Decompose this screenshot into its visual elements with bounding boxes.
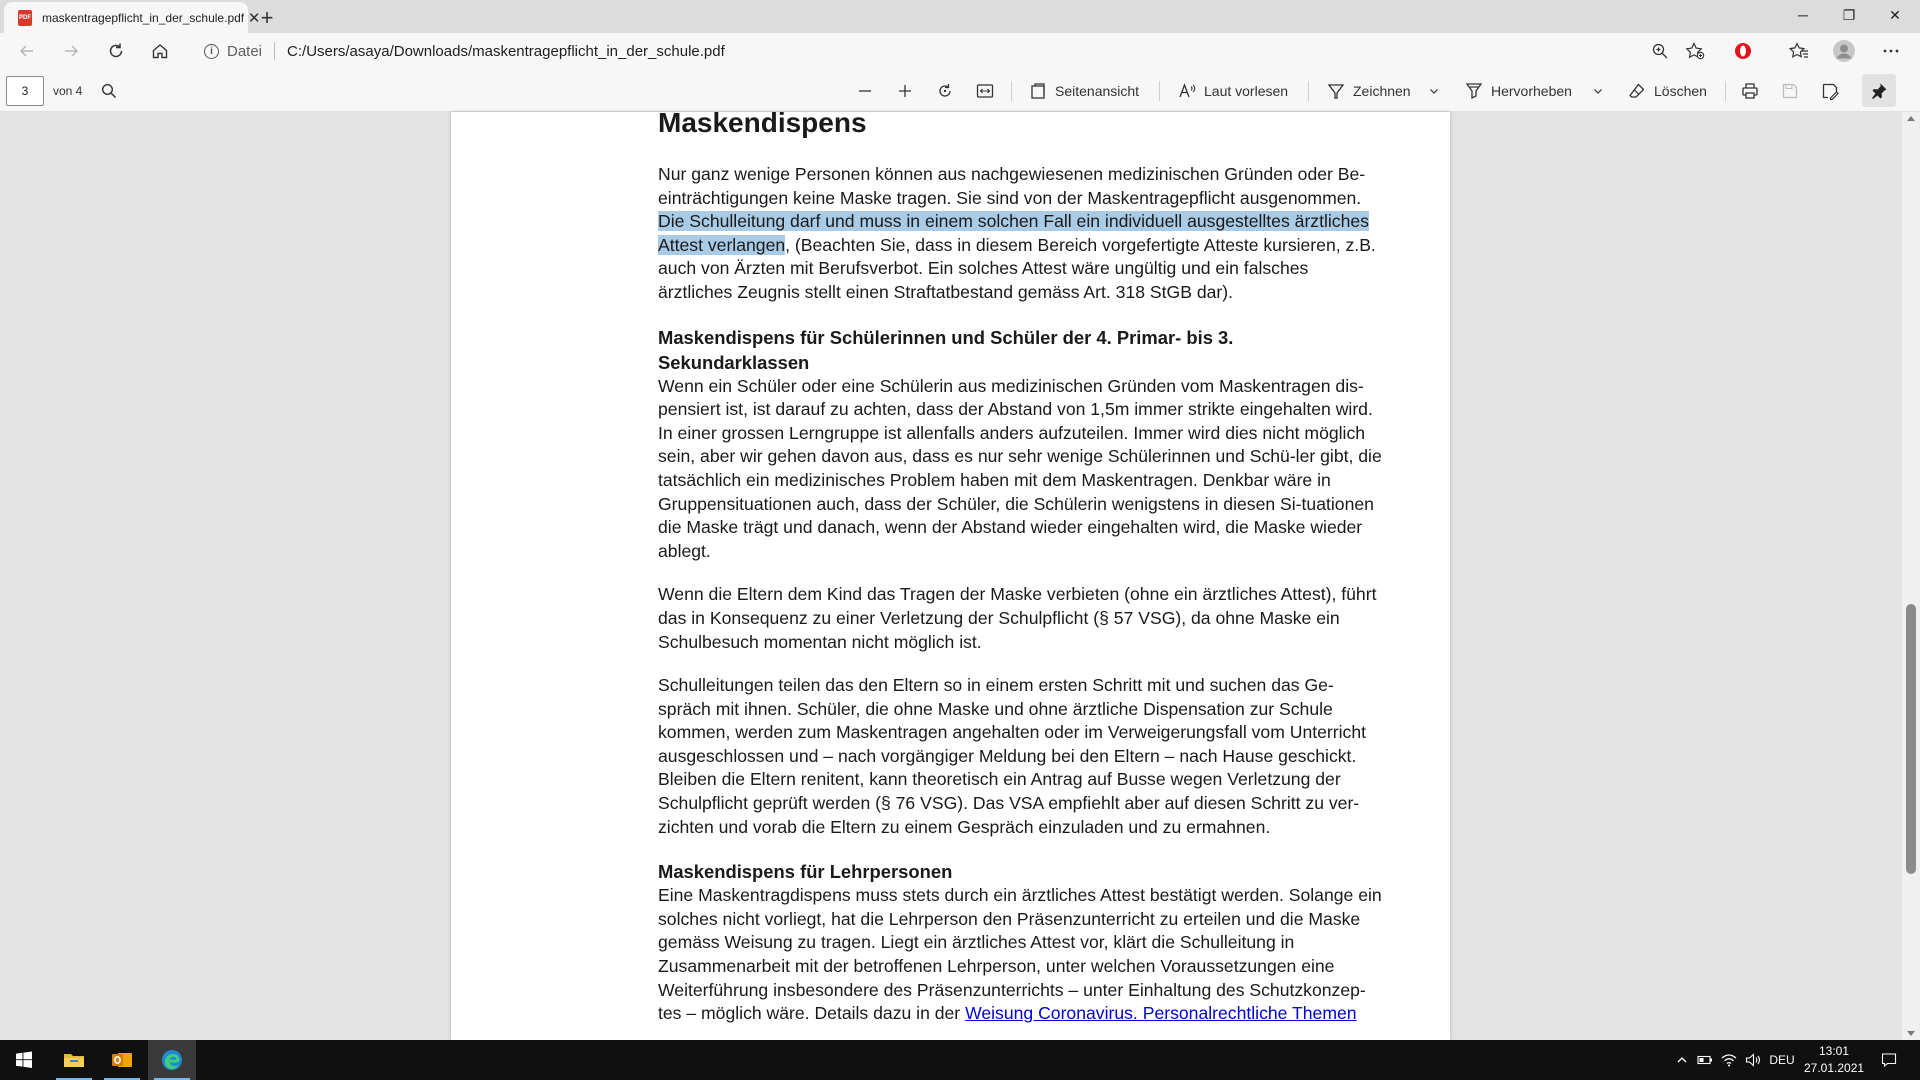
- highlighted-text[interactable]: Die Schulleitung darf und muss in einem solchen Fall ein individuell ausgestelltes ärztliches Attest verlangen: [658, 211, 1369, 255]
- scroll-down-icon[interactable]: [1907, 1031, 1915, 1036]
- zoom-in-icon: [1651, 42, 1669, 60]
- read-aloud-button[interactable]: [1178, 80, 1288, 102]
- read-aloud-label: Laut vorlesen: [1204, 83, 1289, 99]
- erase-label: Löschen: [1654, 83, 1707, 99]
- plus-icon: [897, 83, 913, 99]
- fit-width-button[interactable]: [976, 80, 994, 102]
- browser-tab[interactable]: [4, 2, 261, 33]
- draw-icon: [1327, 82, 1345, 100]
- close-window-button[interactable]: ✕: [1889, 6, 1901, 23]
- opera-extension-button[interactable]: [1728, 37, 1758, 65]
- wifi-icon: [1721, 1053, 1737, 1067]
- clock-date: 27.01.2021: [1804, 1061, 1865, 1075]
- clock[interactable]: [1804, 1043, 1864, 1077]
- zoom-in-button[interactable]: [897, 80, 913, 102]
- section-heading: Maskendispens für Schülerinnen und Schüler der 4. Primar- bis 3. Sekundarklassen: [658, 326, 1234, 373]
- paragraph: [658, 163, 1382, 305]
- outlook-icon: [111, 1050, 133, 1070]
- pdf-page: [451, 107, 1450, 1040]
- edge-icon: [160, 1048, 184, 1072]
- arrow-right-icon: [62, 42, 80, 60]
- star-plus-icon: [1685, 42, 1705, 60]
- battery-icon: [1697, 1054, 1713, 1066]
- clock-time: 13:01: [1818, 1044, 1850, 1058]
- read-aloud-icon: [1178, 82, 1196, 100]
- show-hidden-icons[interactable]: [1672, 1040, 1692, 1080]
- pdf-file-icon: PDF: [18, 10, 32, 26]
- toolbar-separator: [1011, 81, 1012, 101]
- notification-icon: [1881, 1052, 1897, 1068]
- page-number-input[interactable]: [6, 76, 44, 106]
- paragraph: [658, 884, 1382, 1026]
- highlight-button[interactable]: [1465, 80, 1572, 102]
- avatar-icon: [1832, 39, 1856, 63]
- erase-button[interactable]: [1628, 80, 1707, 102]
- taskbar-file-explorer[interactable]: [50, 1040, 98, 1080]
- fit-page-icon: [976, 82, 994, 100]
- toolbar-separator: [1725, 81, 1726, 101]
- print-icon: [1741, 82, 1759, 100]
- taskbar-outlook[interactable]: [98, 1040, 146, 1080]
- toolbar-separator: [1308, 81, 1309, 101]
- new-tab-button[interactable]: +: [260, 5, 274, 30]
- taskbar-edge[interactable]: [148, 1040, 196, 1080]
- save-as-button[interactable]: [1821, 80, 1839, 102]
- info-icon[interactable]: i: [204, 44, 219, 59]
- highlighter-icon: [1465, 82, 1483, 100]
- paragraph-text: Eine Maskentragdispens muss stets durch ein ärztliches Attest bestätigt werden. Solange ein solches nicht vorliegt, hat die Lehrperson den Präsenzunterricht zu erteilen und die Maske gemäss Weisung zu tragen. Liegt ein ärztliches Attest vor, klärt die Schulleitung in Zusammenarbeit mit der betroffenen Lehrperson, unter welchen Voraussetzungen eine Weiterführung insbesondere des Präsenzunterrichts – unter Einhaltung des Schutzkonzep-tes – möglich wäre. Details dazu in der: [658, 885, 1382, 1024]
- network-status[interactable]: [1718, 1040, 1740, 1080]
- settings-menu-button[interactable]: [1876, 37, 1906, 65]
- zoom-out-button[interactable]: [857, 80, 873, 102]
- input-language[interactable]: DEU: [1769, 1053, 1795, 1067]
- home-button[interactable]: [145, 37, 175, 65]
- tab-close-icon[interactable]: ✕: [247, 9, 261, 27]
- page-view-button[interactable]: [1029, 80, 1139, 102]
- maximize-button[interactable]: ❐: [1842, 6, 1856, 23]
- more-icon: [1882, 42, 1900, 60]
- speaker-icon: [1745, 1053, 1761, 1067]
- draw-button[interactable]: [1327, 80, 1411, 102]
- vertical-scrollbar[interactable]: [1902, 112, 1920, 1040]
- add-favorite-button[interactable]: [1680, 37, 1710, 65]
- start-button[interactable]: [0, 1040, 48, 1080]
- save-as-icon: [1821, 82, 1839, 100]
- opera-icon: [1734, 42, 1752, 60]
- profile-button[interactable]: [1829, 37, 1859, 65]
- forward-button[interactable]: [56, 37, 86, 65]
- pin-toolbar-button[interactable]: [1862, 74, 1896, 107]
- home-icon: [151, 42, 169, 60]
- zoom-button[interactable]: [1645, 37, 1675, 65]
- paragraph: Schulleitungen teilen das den Eltern so in einem ersten Schritt mit und suchen das Ge-spräch mit ihnen. Schüler, die ohne Maske und ohne ärztliche Dispensation zur Schule kommen, werden zum Maskentragen angehalten oder im Verweigerungsfall vom Unterricht ausgeschlossen und – nach vorgängiger Meldung bei den Eltern – nach Hause geschickt. Bleiben die Eltern renitent, kann theoretisch ein Antrag auf Busse wegen Verletzung der Schulpflicht geprüft werden (§ 76 VSG). Das VSA empfiehlt aber auf diesen Schritt zu ver-zichten und vorab die Eltern zu einem Gespräch einzuladen und zu ermahnen.: [658, 675, 1367, 837]
- tab-strip: [0, 0, 1920, 33]
- page-content: [658, 106, 1382, 1046]
- paragraph: Wenn ein Schüler oder eine Schülerin aus medizinischen Gründen vom Maskentragen dis-pensiert ist, ist darauf zu achten, dass der Abstand von 1,5m immer strikte eingehalten wird. In einer grossen Lerngruppe ist allenfalls anders aufzuteilen. Immer wird dies nicht möglich sein, aber wir gehen davon aus, dass es nur sehr wenige Schülerinnen und Schü-ler gibt, die tatsächlich ein medizinisches Problem haben mit dem Maskentragen. Denkbar wäre in Gruppensituationen auch, dass der Schüler, die Schülerin wenigstens in diesen Si-tuationen die Maske trägt und danach, wenn der Abstand wieder eingehalten wird, die Maske wieder ablegt.: [658, 375, 1382, 561]
- save-icon: [1781, 82, 1799, 100]
- action-center-button[interactable]: [1872, 1040, 1906, 1080]
- paragraph: Wenn die Eltern dem Kind das Tragen der Maske verbieten (ohne ein ärztliches Attest), führt das in Konsequenz zu einer Verletzung der Schulpflicht (§ 57 VSG), da ohne Maske ein Schulbesuch momentan nicht möglich ist.: [658, 584, 1377, 652]
- tab-title: maskentragepflicht_in_der_schule.pdf: [42, 10, 245, 25]
- page-view-icon: [1029, 82, 1047, 100]
- eraser-icon: [1628, 82, 1646, 100]
- search-button[interactable]: [101, 80, 117, 102]
- highlight-options-dropdown[interactable]: [1592, 80, 1604, 102]
- back-button[interactable]: [12, 37, 42, 65]
- minimize-button[interactable]: ─: [1798, 7, 1808, 23]
- favorites-icon: [1789, 42, 1809, 60]
- pdf-viewer[interactable]: [0, 107, 1920, 1040]
- minus-icon: [857, 83, 873, 99]
- rotate-button[interactable]: [936, 80, 954, 102]
- url-field[interactable]: [194, 37, 1670, 65]
- draw-label: Zeichnen: [1353, 83, 1411, 99]
- draw-options-dropdown[interactable]: [1428, 80, 1440, 102]
- folder-icon: [63, 1051, 85, 1069]
- scroll-up-icon[interactable]: [1907, 116, 1915, 121]
- arrow-left-icon: [18, 42, 36, 60]
- document-heading: Maskendispens: [658, 107, 867, 138]
- paragraph-text: Nur ganz wenige Personen können aus nachgewiesenen medizinischen Gründen oder Be-einträchtigungen keine Maske tragen. Sie sind von der Maskentragepflicht ausgenommen.: [658, 164, 1366, 208]
- reload-icon: [107, 42, 125, 60]
- scrollbar-thumb[interactable]: [1906, 604, 1916, 874]
- page-view-label: Seitenansicht: [1055, 83, 1140, 99]
- paragraph-text: , (Beachten Sie, dass in diesem Bereich vorgefertigte Atteste kursieren, z.B. auch von Ärzten mit Berufsverbot. Ein solches Attest wäre ungültig und ein falsches ärztliches Zeugnis stellt einen Straftatbestand gemäss Art. 318 StGB dar).: [658, 234, 1376, 302]
- windows-logo-icon: [15, 1051, 33, 1069]
- chevron-down-icon: [1592, 85, 1604, 97]
- search-icon: [101, 83, 117, 99]
- page-count: von 4: [53, 84, 83, 98]
- favorites-button[interactable]: [1784, 37, 1814, 65]
- save-button[interactable]: [1781, 80, 1799, 102]
- url-scheme: Datei: [227, 42, 263, 60]
- section-heading: Maskendispens für Lehrpersonen: [658, 861, 953, 883]
- rotate-icon: [936, 82, 954, 100]
- print-button[interactable]: [1741, 80, 1759, 102]
- highlight-label: Hervorheben: [1491, 83, 1572, 99]
- pin-icon: [1870, 82, 1888, 100]
- chevron-down-icon: [1428, 85, 1440, 97]
- url-separator: [274, 42, 275, 60]
- document-link[interactable]: Weisung Coronavirus. Personalrechtliche Themen: [965, 1003, 1357, 1024]
- url-text[interactable]: C:/Users/asaya/Downloads/maskentragepflicht_in_der_schule.pdf: [287, 42, 725, 60]
- address-bar: [0, 33, 1920, 69]
- chevron-up-icon: [1676, 1054, 1688, 1066]
- battery-status[interactable]: [1694, 1040, 1716, 1080]
- taskbar: [0, 1040, 1920, 1080]
- toolbar-separator: [1159, 81, 1160, 101]
- reload-button[interactable]: [101, 37, 131, 65]
- volume-control[interactable]: [1742, 1040, 1764, 1080]
